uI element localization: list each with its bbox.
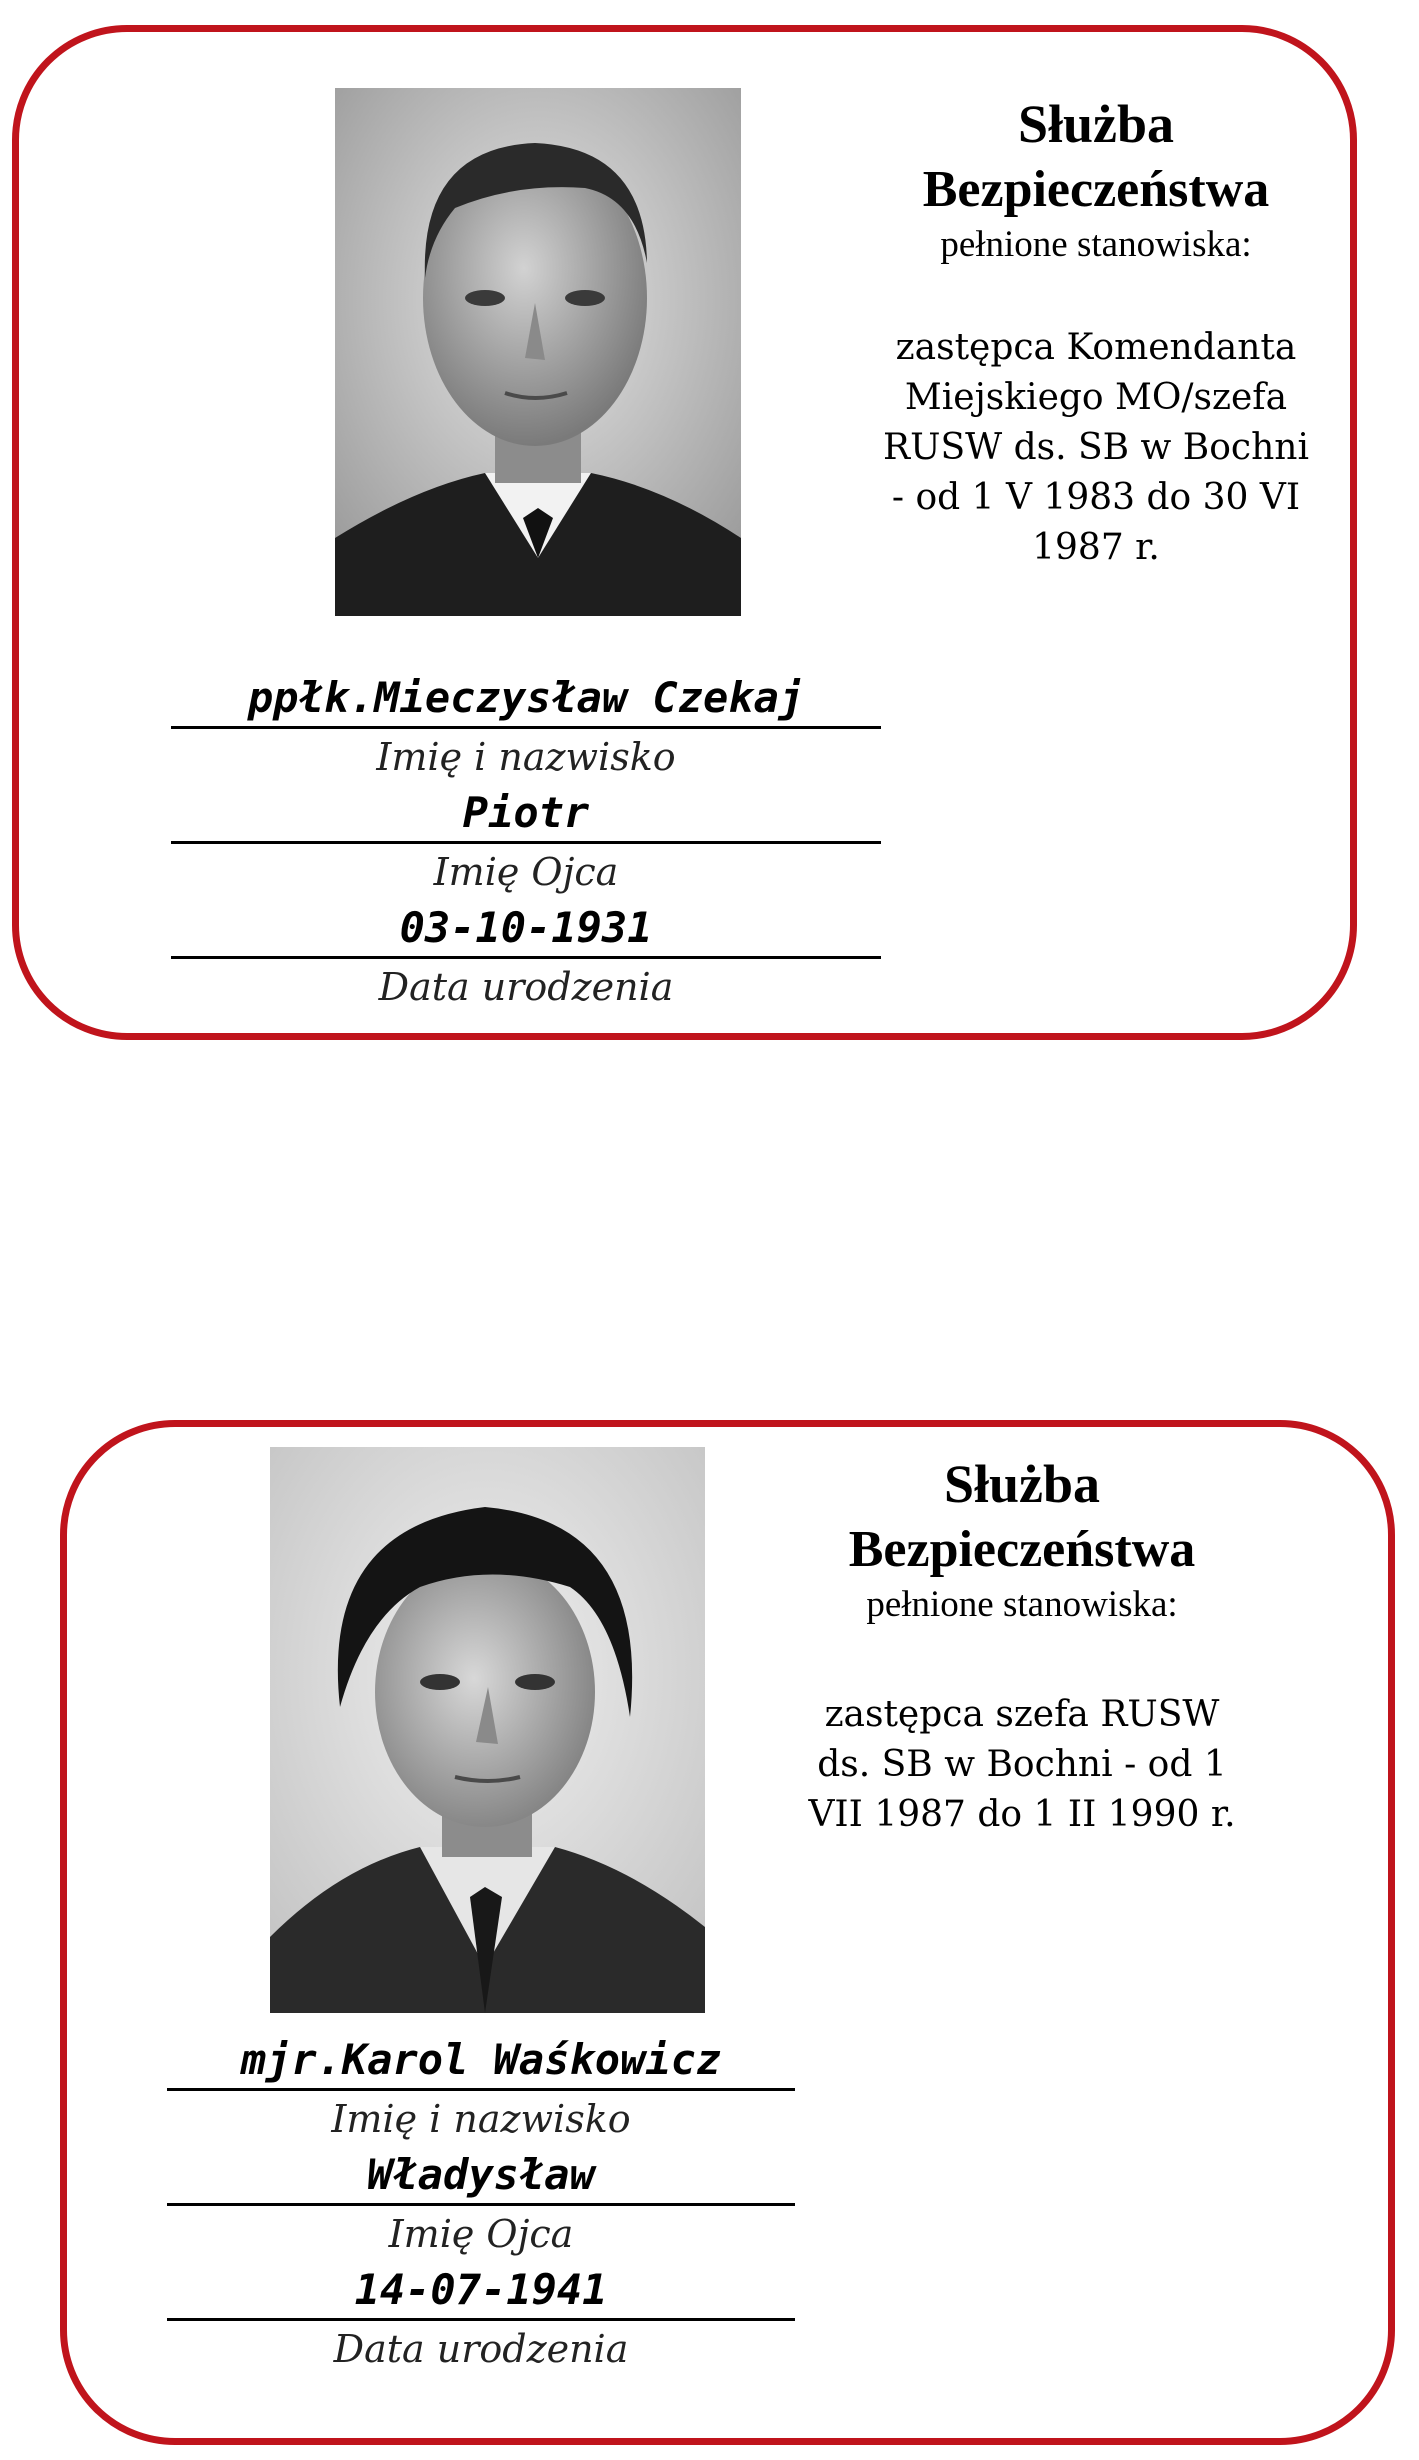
birth-date: 03-10-1931 [399,903,653,952]
father-name-caption: Imię Ojca [433,850,619,894]
service-title-line-2: Bezpieczeństwa [922,161,1270,218]
profile-card-2 [60,1420,1395,2445]
service-info [881,90,1311,573]
father-name: Piotr [462,788,590,837]
position-text: zastępca Komendanta Miejskiego MO/szefa RUSW ds. SB w Bochni - od 1 V 1983 do 30 VI 1987 r. [883,327,1309,568]
father-name: Władysław [367,2150,595,2199]
birth-date-caption: Data urodzenia [333,2327,629,2371]
profile-card-1 [12,25,1357,1040]
full-name: mjr.Karol Waśkowicz [240,2035,722,2084]
identity-block [171,670,881,1015]
identity-block [167,2032,795,2377]
service-title-line-2: Bezpieczeństwa [848,1521,1196,1578]
portrait-photo [270,1447,705,2013]
service-subtitle: pełnione stanowiska: [866,1584,1178,1625]
full-name-caption: Imię i nazwisko [331,2097,631,2141]
service-info [802,1450,1242,1840]
full-name-caption: Imię i nazwisko [376,735,676,779]
father-name-caption: Imię Ojca [388,2212,574,2256]
position-text: zastępca szefa RUSW ds. SB w Bochni - od 1 VII 1987 do 1 II 1990 r. [808,1694,1236,1835]
service-title-line-1: Służba [1017,94,1175,154]
birth-date-caption: Data urodzenia [378,965,674,1009]
service-subtitle: pełnione stanowiska: [940,224,1252,265]
full-name: ppłk.Mieczysław Czekaj [247,673,805,722]
portrait-photo [335,88,741,616]
birth-date: 14-07-1941 [354,2265,608,2314]
service-title-line-1: Służba [943,1454,1101,1514]
